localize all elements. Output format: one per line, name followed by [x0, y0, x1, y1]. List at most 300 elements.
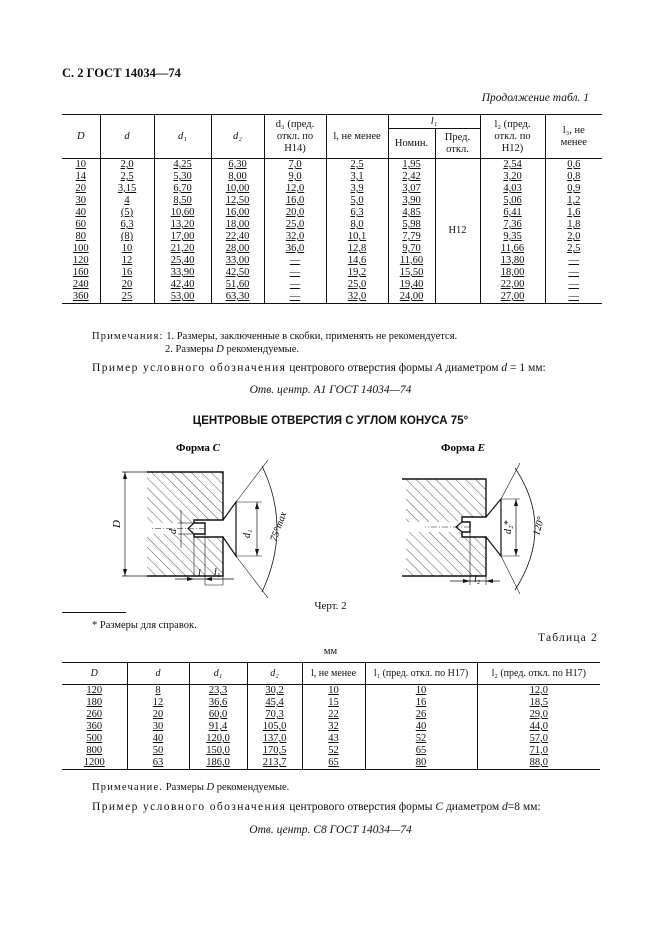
example-2-text-c: =8 мм: [507, 801, 541, 813]
table-1-cell [62, 159, 100, 172]
table-1-cell [326, 231, 388, 243]
table-2-cell [302, 757, 365, 770]
table-1-cell [326, 171, 388, 183]
table-2-cell [127, 757, 189, 770]
note-2-a: Размеры [163, 782, 207, 793]
dim-d1-c: d₁ [242, 529, 253, 538]
cell-value: 1,2 [567, 195, 581, 206]
cell-value: 15,50 [399, 267, 424, 278]
table-2-cell [477, 685, 600, 698]
table-2-header: d₁ [189, 663, 247, 685]
cell-value: 3,07 [402, 183, 421, 194]
cell-value: 52 [415, 733, 427, 744]
table-2-cell [247, 733, 302, 745]
table-1-cell [154, 255, 211, 267]
note-2-text-a: 2. Размеры [165, 344, 217, 355]
table-2-cell [477, 745, 600, 757]
table-1-cell [211, 159, 264, 172]
cell-value: 2,54 [503, 159, 522, 170]
example-2-form: C [435, 801, 444, 813]
cell-value: 63 [152, 757, 164, 768]
cell-value: 800 [86, 745, 103, 756]
cell-value: 40 [152, 733, 164, 744]
table-1-cell [62, 183, 100, 195]
table-2-header: l₁ (пред. откл. по H17) [365, 663, 477, 685]
table-1-cell [154, 219, 211, 231]
table-1-cell [545, 171, 602, 183]
table-1-cell [545, 291, 602, 304]
table-2-cell [247, 745, 302, 757]
cell-value: 3,9 [350, 183, 364, 194]
table-1-cell [545, 207, 602, 219]
cell-value: — [568, 279, 579, 290]
header-l: l, не менее [326, 115, 388, 159]
table-2-cell [127, 709, 189, 721]
notes-1 [92, 331, 457, 342]
table-1-cell [264, 183, 326, 195]
header-l2: l₂ (пред. откл. по H12) [480, 115, 545, 159]
cell-value: 4,85 [402, 207, 421, 218]
table-2-header: d₂ [247, 663, 302, 685]
cell-value: 360 [72, 291, 89, 302]
table-1-cell [388, 219, 435, 231]
table-2-cell [62, 709, 127, 721]
cell-value: 16,00 [225, 207, 250, 218]
table-1-cell [264, 243, 326, 255]
cell-value: 3,1 [350, 171, 364, 182]
cell-value: 5,98 [402, 219, 421, 230]
cell-value: 42,50 [225, 267, 250, 278]
table-1-cell [388, 195, 435, 207]
table-1-cell [154, 171, 211, 183]
cell-value: 20 [75, 183, 86, 194]
table-2-row [62, 685, 600, 698]
table-2-cell [189, 697, 247, 709]
table-1-cell [545, 195, 602, 207]
table-2-header: D [62, 663, 127, 685]
cell-value: 10 [75, 159, 86, 170]
table-1-cell [545, 255, 602, 267]
cell-value: 25,0 [285, 219, 305, 230]
cell-value: 21,20 [170, 243, 195, 254]
example-1-text-a: центрового отверстия формы [286, 362, 436, 374]
table-1-cell [264, 267, 326, 279]
table-2-cell [127, 685, 189, 698]
note-1: 1. Размеры, заключенные в скобки, применять не рекомендуется. [166, 331, 458, 342]
dim-angle-c: 75°max [268, 510, 290, 544]
figure-caption: Черт. 2 [314, 600, 347, 612]
cell-value: 13,80 [500, 255, 525, 266]
cell-value: 7,0 [288, 159, 302, 170]
cell-value: 19,40 [399, 279, 424, 290]
table-1-cell [326, 279, 388, 291]
cell-value: 2,5 [350, 159, 364, 170]
cell-value: — [568, 255, 579, 266]
table-1-cell [388, 159, 435, 172]
cell-value: 25,0 [347, 279, 367, 290]
table-1-cell [62, 267, 100, 279]
table-1-cell [264, 207, 326, 219]
cell-value: 1,6 [567, 207, 581, 218]
cell-value: (8) [120, 231, 134, 242]
cell-value: 180 [86, 697, 103, 708]
cell-value: 17,00 [170, 231, 195, 242]
cell-value: 16,0 [285, 195, 305, 206]
table-1-row [62, 243, 602, 255]
table-1-cell [480, 171, 545, 183]
form-e-label: Форма E [441, 442, 485, 454]
note-2-label: Примечание. [92, 782, 164, 793]
cell-value: 42,40 [170, 279, 195, 290]
cell-value: 70,3 [265, 709, 284, 720]
table-1-cell [545, 159, 602, 172]
cell-value: 2,42 [402, 171, 421, 182]
cell-value: 150,0 [206, 745, 230, 756]
table-2-cell [365, 709, 477, 721]
table-2 [62, 662, 600, 770]
cell-value: 2,0 [567, 231, 581, 242]
header-d1: d₁ [154, 115, 211, 159]
table-1-cell [211, 183, 264, 195]
cell-value: 63,30 [225, 291, 250, 302]
cell-value: 80 [415, 757, 427, 768]
cell-value: 14 [75, 171, 86, 182]
cell-value: 80 [75, 231, 86, 242]
table-2-cell [127, 745, 189, 757]
cell-value: 6,30 [228, 159, 247, 170]
table-1-cell [211, 219, 264, 231]
table-2-cell [302, 697, 365, 709]
table-1-cell [545, 183, 602, 195]
table-1-cell [480, 279, 545, 291]
table-2-cell [477, 697, 600, 709]
cell-value: 13,20 [170, 219, 195, 230]
table-1-cell [480, 219, 545, 231]
cell-value: 18,00 [225, 219, 250, 230]
cell-value: 10,1 [347, 231, 367, 242]
cell-value: 50 [152, 745, 164, 756]
table-2-cell [189, 745, 247, 757]
cell-value: 8,0 [350, 219, 364, 230]
table-1-cell [545, 243, 602, 255]
table-2-cell [247, 709, 302, 721]
table-2-cell [365, 685, 477, 698]
table-2-cell [127, 733, 189, 745]
table-1-row [62, 219, 602, 231]
table-1-cell [545, 267, 602, 279]
table-1-row [62, 195, 602, 207]
table-1-cell [388, 171, 435, 183]
table-2-cell [127, 721, 189, 733]
table-1-cell [480, 207, 545, 219]
cell-value: 7,36 [503, 219, 522, 230]
standard-title: ГОСТ 14034—74 [86, 66, 181, 80]
cell-value: 51,60 [225, 279, 250, 290]
table-1-cell [100, 219, 154, 231]
table-1-row [62, 279, 602, 291]
table-1-cell [154, 207, 211, 219]
table-1-cell [545, 219, 602, 231]
cell-value: 32,0 [347, 291, 367, 302]
table-2-cell [247, 697, 302, 709]
table-1-row [62, 159, 602, 172]
example-1-designation: Отв. центр. A1 ГОСТ 14034—74 [249, 384, 412, 396]
cell-value: 24,00 [399, 291, 424, 302]
table-1-cell [545, 231, 602, 243]
cell-value: 10 [328, 685, 339, 696]
cell-value: 9,0 [288, 171, 302, 182]
footnote-rule [62, 612, 126, 613]
note-2-c: рекомендуемые. [214, 782, 290, 793]
table-1-cell [264, 159, 326, 172]
header-D: D [62, 115, 100, 159]
table-1-cell [154, 291, 211, 304]
cell-value: — [289, 279, 301, 290]
table-1-cell [211, 267, 264, 279]
table-1-cell [62, 171, 100, 183]
table-1-cell [62, 279, 100, 291]
note-table-2 [92, 782, 289, 793]
table-2-cell [189, 709, 247, 721]
cell-value: 19,2 [347, 267, 367, 278]
table-1-cell [62, 195, 100, 207]
table-2-cell [477, 709, 600, 721]
table-2-cell [247, 685, 302, 698]
table-1-cell [100, 231, 154, 243]
dim-angle-e: 120° [531, 515, 547, 537]
cell-value: 12,0 [285, 183, 305, 194]
cell-value: 3,90 [402, 195, 421, 206]
cell-value: 65 [328, 757, 339, 768]
table-1-cell [211, 231, 264, 243]
table-2-cell [365, 697, 477, 709]
table-1-cell [62, 243, 100, 255]
table-1-cell [211, 207, 264, 219]
table-2-cell [477, 733, 600, 745]
cell-value: 8,00 [228, 171, 247, 182]
table-1-cell [100, 171, 154, 183]
cell-value: 88,0 [529, 757, 548, 768]
cell-value: 10,60 [170, 207, 195, 218]
table-1-cell [62, 291, 100, 304]
example-1-form: A [435, 362, 443, 374]
table-2-cell [189, 685, 247, 698]
cell-value: 45,4 [265, 697, 284, 708]
table-2-cell [477, 721, 600, 733]
table-2-cell [302, 745, 365, 757]
header-l1: l₁ [388, 115, 480, 129]
cell-value: 40 [415, 721, 427, 732]
header-d: d [100, 115, 154, 159]
table-1-cell [62, 231, 100, 243]
cell-value: — [289, 267, 301, 278]
header-d2: d₂ [211, 115, 264, 159]
table-2-cell [189, 733, 247, 745]
cell-value: 20 [121, 279, 133, 290]
table-1-cell [154, 279, 211, 291]
header-l3: l₃, не менее [545, 115, 602, 159]
cell-value: 12 [121, 255, 133, 266]
cell-value: 12,0 [529, 685, 548, 696]
example-2-var: d [502, 801, 508, 813]
table-1-cell [211, 243, 264, 255]
cell-value: 9,70 [402, 243, 421, 254]
cell-value: 6,41 [503, 207, 522, 218]
table-1-row [62, 255, 602, 267]
table-2-row [62, 757, 600, 770]
table-2-cell [365, 733, 477, 745]
cell-value: 36,0 [285, 243, 305, 254]
cell-value: 22 [328, 709, 339, 720]
table-2-row [62, 697, 600, 709]
footnote: * Размеры для справок. [92, 620, 197, 631]
center-holes-drawing [0, 430, 661, 615]
cell-value: — [568, 291, 579, 302]
cell-value: 120 [72, 255, 89, 266]
cell-value: 2,0 [120, 159, 134, 170]
cell-value: 23,3 [208, 685, 228, 696]
cell-value: 1,95 [402, 159, 421, 170]
cell-value: 18,5 [529, 697, 548, 708]
cell-value: 20,0 [285, 207, 305, 218]
cell-value: 8 [155, 685, 161, 696]
table-1-cell [388, 255, 435, 267]
cell-value: 120,0 [206, 733, 230, 744]
table-2-cell [302, 733, 365, 745]
table-1-cell [388, 183, 435, 195]
table-2-header: l, не менее [302, 663, 365, 685]
cell-value: 2,5 [120, 171, 134, 182]
table-1-cell [264, 279, 326, 291]
cell-value: 8,50 [173, 195, 192, 206]
cell-value: 4,03 [503, 183, 522, 194]
cell-value: 30,2 [265, 685, 284, 696]
table-2-header: d [127, 663, 189, 685]
cell-value: 500 [86, 733, 103, 744]
example-1-var: d [501, 362, 508, 374]
header-l1-dev: Пред. откл. [435, 129, 480, 159]
cell-value: 0,8 [567, 171, 581, 182]
cell-value: 28,00 [225, 243, 250, 254]
cell-value: 213,7 [262, 757, 287, 768]
table-1-cell [100, 183, 154, 195]
table-1-cell [62, 207, 100, 219]
cell-value: — [568, 267, 579, 278]
cell-value: 360 [86, 721, 103, 732]
table-1-cell [211, 279, 264, 291]
table-2-row [62, 721, 600, 733]
cell-value: 52 [328, 745, 339, 756]
table-2-cell [477, 757, 600, 770]
table-1-cell [211, 291, 264, 304]
cell-value: 105,0 [262, 721, 287, 732]
example-1-text-c: = 1 мм: [507, 362, 546, 374]
cell-value: 44,0 [529, 721, 548, 732]
page-header [62, 66, 181, 81]
example-2-designation: Отв. центр. С8 ГОСТ 14034—74 [249, 824, 412, 836]
note-2-var: D [216, 344, 224, 355]
cell-value: 5,06 [503, 195, 522, 206]
cell-value: 60 [75, 219, 86, 230]
table-1-cell [100, 195, 154, 207]
table-1-cell [100, 291, 154, 304]
table-2-cell [189, 721, 247, 733]
table-1-cell [388, 243, 435, 255]
section-title: ЦЕНТРОВЫЕ ОТВЕРСТИЯ С УГЛОМ КОНУСА 75° [192, 415, 469, 427]
cell-value: 11,60 [399, 255, 424, 266]
table-2-cell [365, 721, 477, 733]
table-1-cell [62, 219, 100, 231]
table-1-cell [100, 267, 154, 279]
cell-value: 32,0 [285, 231, 305, 242]
example-2-lead: Пример условного обозначения [92, 801, 287, 813]
table-1-cell [480, 291, 545, 304]
table-1-row [62, 171, 602, 183]
cell-value: 33,00 [225, 255, 250, 266]
table-2-row [62, 709, 600, 721]
cell-value: 22,00 [500, 279, 525, 290]
table-1-cell [326, 183, 388, 195]
table-1-cell [264, 219, 326, 231]
cell-value: 25 [121, 291, 133, 302]
page-number: С. 2 [62, 66, 84, 80]
table-continuation: Продолжение табл. 1 [481, 92, 589, 104]
table-1-row [62, 183, 602, 195]
table-1-cell [264, 255, 326, 267]
cell-value: (5) [120, 207, 134, 218]
table-1-cell [480, 243, 545, 255]
table-2-cell [62, 757, 127, 770]
cell-value: 10 [121, 243, 133, 254]
table-1-row [62, 231, 602, 243]
table-1-cell [388, 279, 435, 291]
cell-value: 3,15 [117, 183, 137, 194]
table-2-header: l₂ (пред. откл. по H17) [477, 663, 600, 685]
form-e-part [402, 463, 535, 594]
table-1-cell [326, 195, 388, 207]
cell-value: 18,00 [500, 267, 525, 278]
table-1-cell [100, 279, 154, 291]
table-1-cell [388, 267, 435, 279]
table-2-cell [62, 697, 127, 709]
table-1-cell [154, 231, 211, 243]
table-2-cell [302, 721, 365, 733]
table-2-cell [62, 733, 127, 745]
table-1-cell [480, 267, 545, 279]
cell-value: 11,66 [500, 243, 525, 254]
example-1-lead: Пример условного обозначения [92, 362, 287, 374]
cell-value: 26 [415, 709, 427, 720]
table-2-cell [302, 685, 365, 698]
table-1-cell [62, 255, 100, 267]
dim-l1-c: l₁ [214, 567, 221, 578]
table-1 [62, 114, 602, 304]
table-2-cell [302, 709, 365, 721]
table-2-cell [62, 685, 127, 698]
table-1-cell [264, 171, 326, 183]
table-1-cell [100, 159, 154, 172]
cell-value: 32 [328, 721, 339, 732]
cell-value: 4 [124, 195, 130, 206]
table-1-cell [480, 231, 545, 243]
table-2-row [62, 745, 600, 757]
cell-value: 186,0 [206, 757, 230, 768]
dim-l-c: l [198, 568, 201, 579]
table-1-cell [100, 207, 154, 219]
table-2-cell [189, 757, 247, 770]
cell-value: 57,0 [529, 733, 548, 744]
header-d3: d₃ (пред. откл. по H14) [264, 115, 326, 159]
